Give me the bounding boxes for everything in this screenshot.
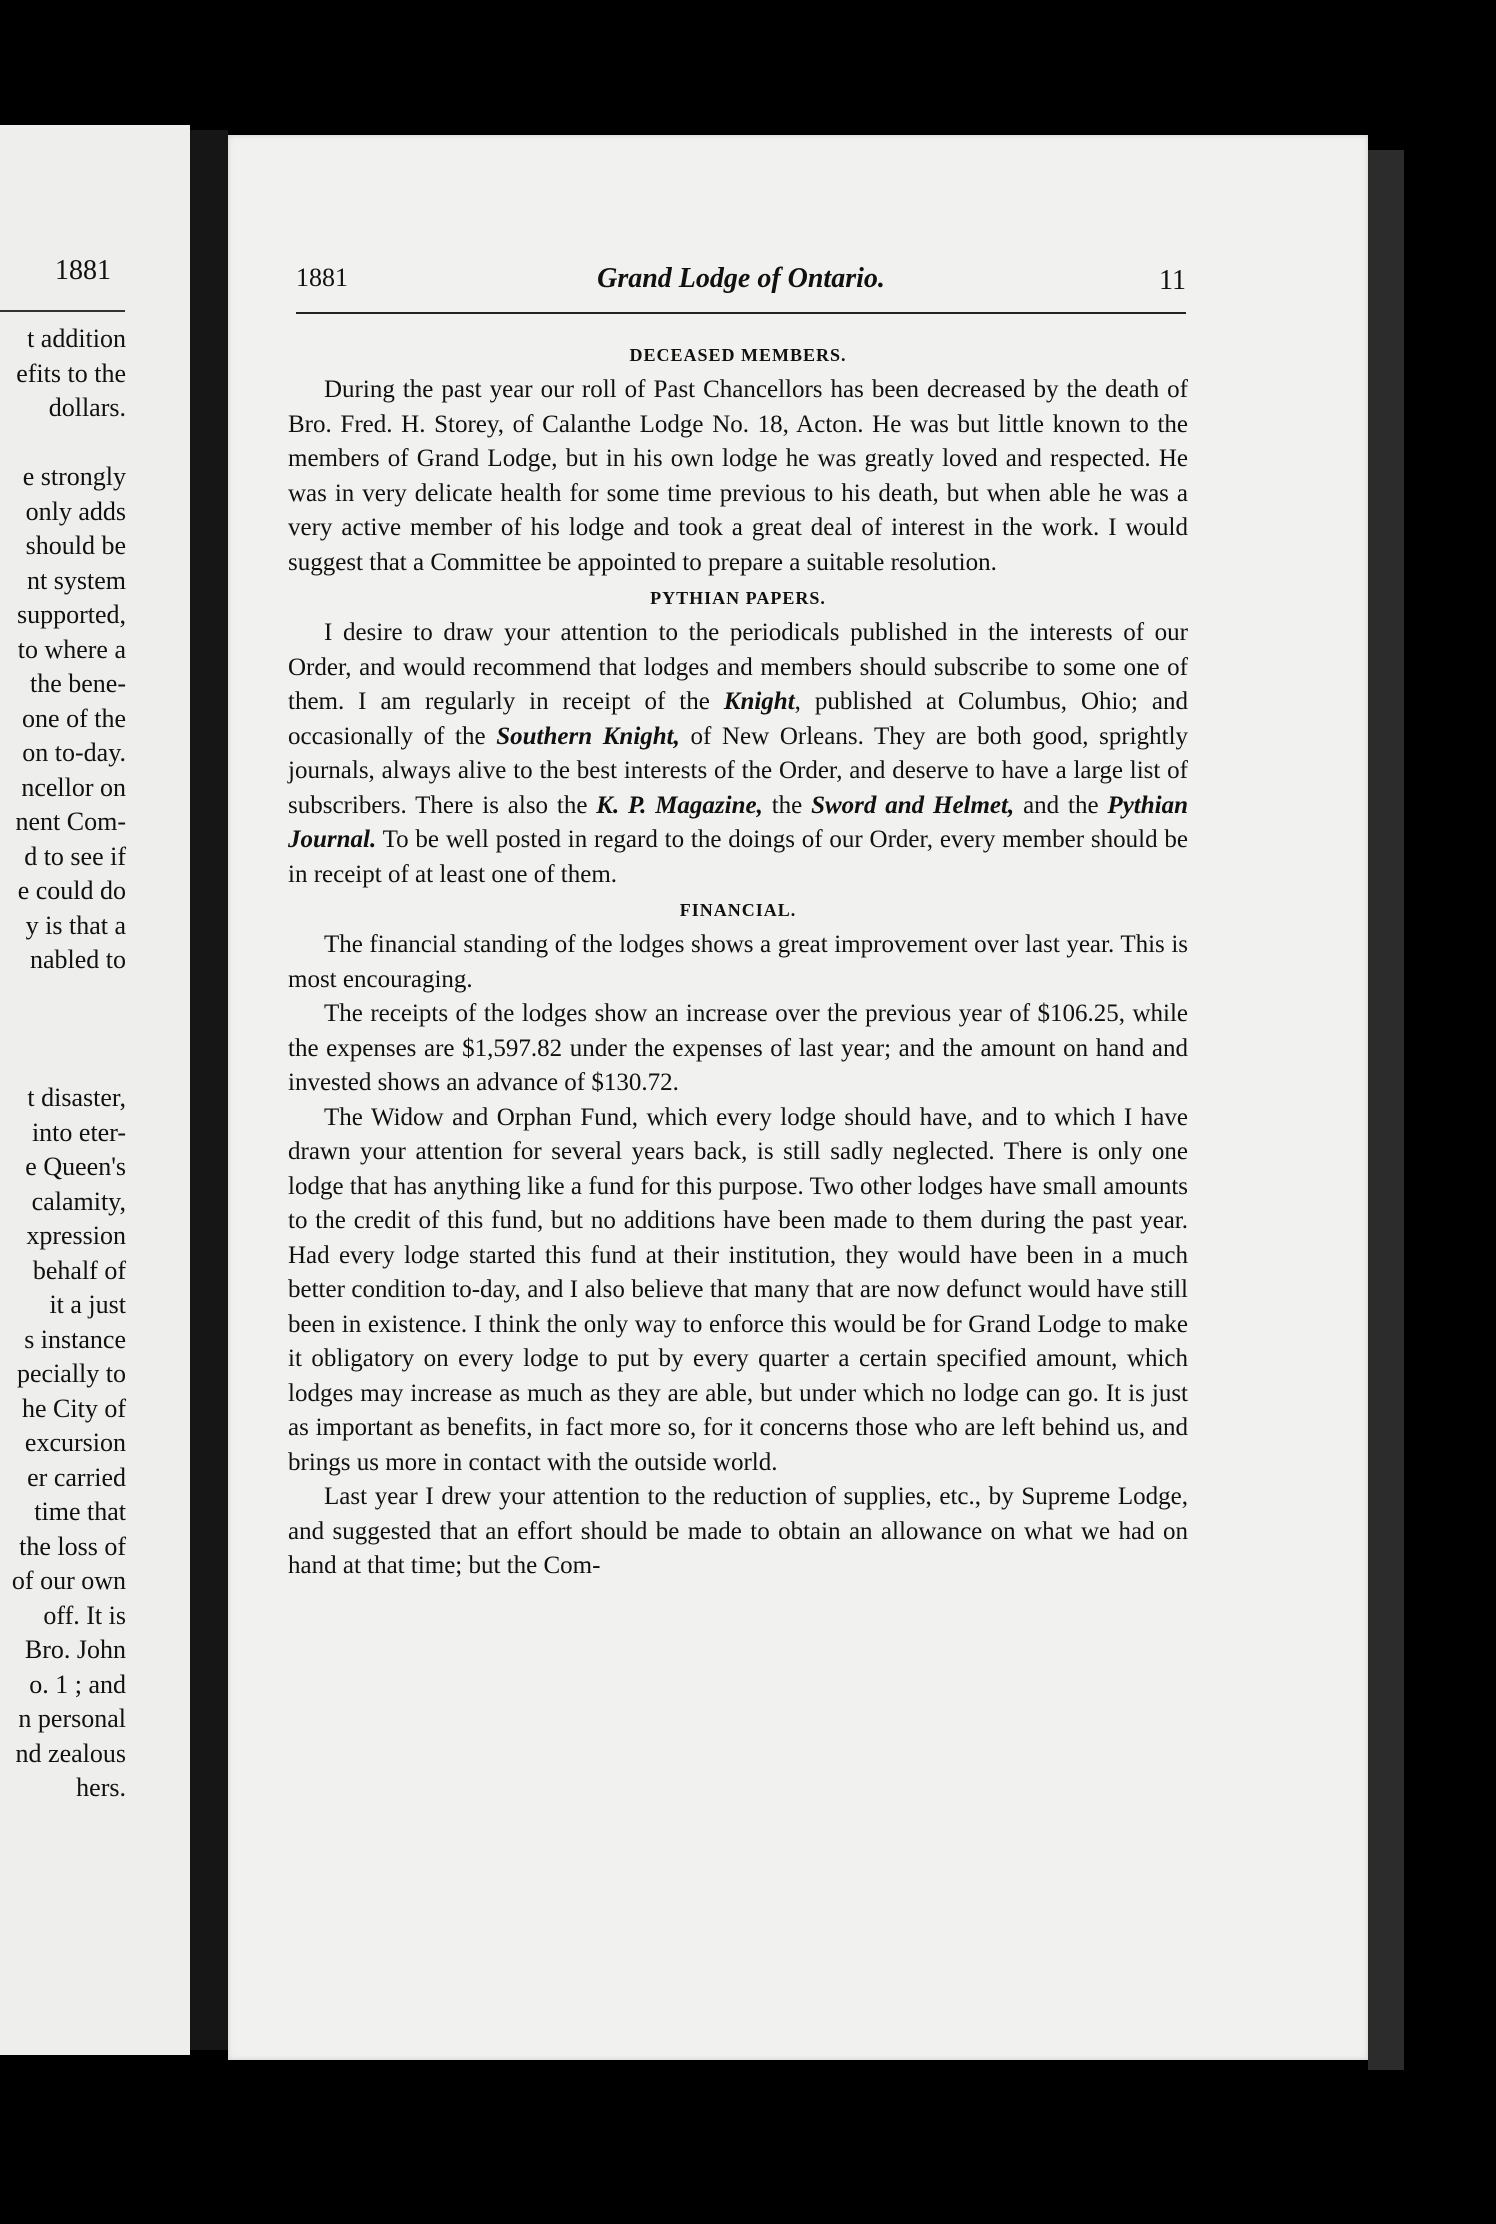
- periodical-title: Southern Knight,: [496, 722, 680, 750]
- left-page-line: e strongly: [22, 462, 126, 491]
- left-page-line: to where a: [17, 634, 126, 664]
- section-heading-pythian: PYTHIAN PAPERS.: [650, 588, 826, 608]
- header-year: 1881: [296, 263, 348, 292]
- section-heading-financial: FINANCIAL.: [679, 900, 797, 920]
- left-page-line: d to see if: [24, 841, 126, 871]
- text-run: , published at Columbus, Ohio; and occasionally of the: [288, 688, 1188, 750]
- left-page-line: pecially to: [16, 1359, 126, 1388]
- periodical-title: K. P. Magazine,: [596, 791, 763, 819]
- paragraph: The financial standing of the lodges shows a great improvement over last year. This is most encouraging.: [288, 931, 1188, 993]
- left-page-line: on to-day.: [22, 738, 126, 767]
- left-page-line: t disaster,: [27, 1083, 126, 1112]
- left-page-line: nd zealous: [15, 1738, 126, 1768]
- left-page-line: [0, 426, 126, 461]
- section-heading-deceased: DECEASED MEMBERS.: [629, 345, 847, 365]
- paragraph: During the past year our roll of Past Chancellors has been decreased by the death of Bro. Fred. H. Storey, of Calanthe Lodge No. 18, Acton. He was but little known to the members of Grand Lodge, but in his own lodge he was greatly loved and respected. He was in very delicate health for some time previous to his death, but when able he was a very active member of his lodge and took a great deal of interest in the work. I would suggest that a Committee be appointed to prepare a suitable resolution.: [288, 376, 1188, 576]
- left-page-line: e could do: [17, 876, 126, 905]
- left-page-line: o. 1 ; and: [29, 1669, 126, 1699]
- left-page-line: of our own: [11, 1566, 126, 1595]
- left-page-line: only adds: [25, 496, 126, 526]
- paragraph: The Widow and Orphan Fund, which every lodge should have, and to which I have drawn your attention for several years back, is still sadly neglected. There is only one lodge that has anything like a fund for this purpose. Two other lodges have small amounts to the credit of this fund, but no additions have been made to them during the past year. Had every lodge started this fund at their institution, they would have been in a much better condition to-day, and I also believe that many that are now defunct would have still been in existence. I think the only way to enforce this would be for Grand Lodge to make it obligatory on every lodge to put by every quarter a certain specified amount, which lodges may increase as much as they are able, but under which no lodge can go. It is just as important as benefits, in fact more so, for it concerns those who are left behind us, and brings us more in contact with the outside world.: [288, 1103, 1188, 1476]
- left-page-line: Bro. John: [24, 1635, 126, 1664]
- left-page-line: er carried: [27, 1462, 126, 1492]
- page-number: 11: [1159, 265, 1186, 296]
- left-page-line: nt system: [27, 565, 126, 595]
- text-run: and the: [1014, 791, 1108, 819]
- left-page-line: s instance: [24, 1324, 126, 1354]
- left-page-line: it a just: [49, 1290, 126, 1319]
- header-title: Grand Lodge of Ontario.: [597, 263, 885, 294]
- left-page-year: 1881: [55, 255, 111, 286]
- left-page-line: into eter-: [31, 1117, 126, 1147]
- left-page-line: xpression: [26, 1221, 126, 1250]
- left-page-line: supported,: [16, 600, 126, 629]
- left-page-line: [0, 1047, 126, 1082]
- body-text: [288, 337, 1188, 1584]
- text-run: To be well posted in regard to the doings of our Order, every member should be in receipt of at least one of them.: [288, 826, 1188, 888]
- left-page-line: one of the: [22, 703, 126, 733]
- left-page-line: y is that a: [25, 910, 126, 940]
- left-page-line: nent Com-: [15, 807, 126, 836]
- left-page-line: time that: [34, 1497, 126, 1526]
- periodical-title: Pythian Journal.: [288, 791, 1188, 853]
- left-page-line: he City of: [22, 1393, 126, 1423]
- left-page-line: the loss of: [19, 1531, 126, 1561]
- left-page-line: efits to the: [16, 358, 126, 388]
- left-page-line: hers.: [76, 1773, 126, 1802]
- paragraph: Last year I drew your attention to the reduction of supplies, etc., by Supreme Lodge, and suggested that an effort should be made to obtain an allowance on what we had on hand at that time; but the Com-: [288, 1483, 1188, 1579]
- left-page-line: n personal: [18, 1704, 126, 1733]
- left-page-line: behalf of: [32, 1255, 126, 1285]
- left-page-line: t addition: [27, 324, 126, 353]
- left-page-text: [0, 322, 126, 1806]
- left-page-line: nabled to: [29, 945, 126, 974]
- right-page: [228, 135, 1368, 2060]
- left-page: [0, 125, 190, 2055]
- text-run: I desire to draw your attention to the periodicals published in the interests of our Order, and would recommend that lodges and members should subscribe to some one of them. I am regularly in receipt of the: [288, 619, 1188, 715]
- left-page-line: ncellor on: [21, 772, 126, 802]
- left-page-line: off. It is: [43, 1600, 126, 1630]
- left-header-rule: [0, 310, 125, 312]
- page-edge: [1368, 150, 1404, 2070]
- left-page-line: [0, 978, 126, 1013]
- periodical-title: Knight: [723, 688, 795, 715]
- text-run: of New Orleans. They are both good, sprightly journals, always alive to the best interests of the Order, and deserve to have a large list of subscribers. There is also the: [288, 722, 1189, 819]
- header-rule: [296, 312, 1186, 314]
- paragraph-pythian: [288, 616, 1188, 892]
- periodical-title: Sword and Helmet,: [811, 791, 1015, 819]
- left-page-line: [0, 1012, 126, 1047]
- left-page-line: calamity,: [31, 1186, 126, 1216]
- left-page-line: excursion: [24, 1428, 126, 1457]
- book-gutter: [190, 130, 228, 2050]
- left-page-line: e Queen's: [25, 1152, 126, 1181]
- text-run: the: [762, 791, 812, 819]
- left-page-line: dollars.: [48, 393, 126, 422]
- left-page-line: should be: [25, 531, 126, 560]
- running-header: [296, 263, 1186, 299]
- paragraph: The receipts of the lodges show an increase over the previous year of $106.25, while the expenses are $1,597.82 under the expenses of last year; and the amount on hand and invested shows an advance of $130.72.: [288, 1000, 1188, 1096]
- left-page-line: the bene-: [29, 669, 126, 698]
